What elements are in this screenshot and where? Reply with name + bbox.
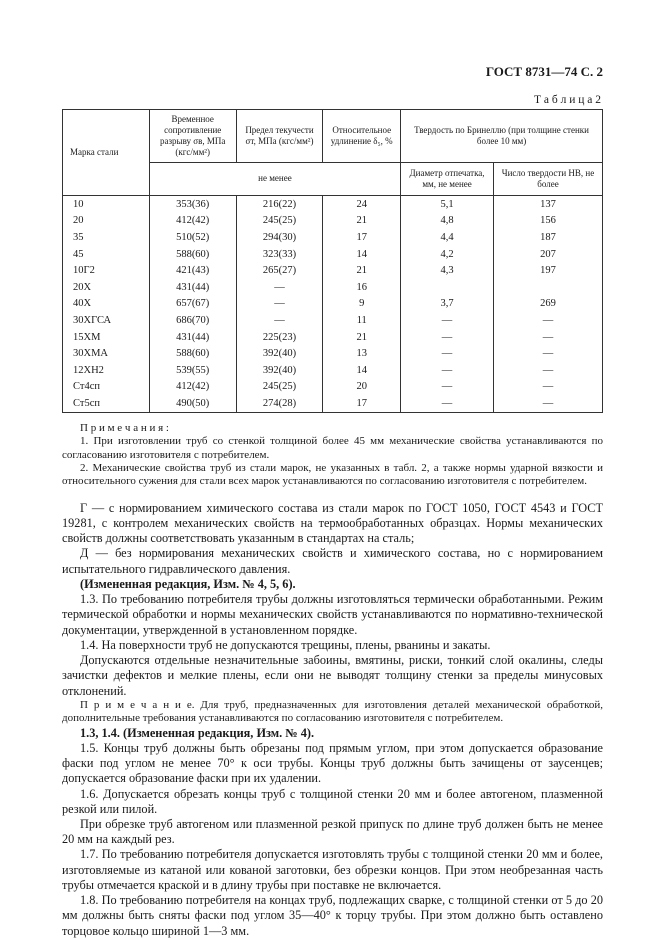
steel-grade-cell: 30ХГСА: [63, 312, 150, 329]
steel-grade-cell: 45: [63, 246, 150, 263]
value-cell: 11: [323, 312, 401, 329]
steel-grade-cell: Ст4сп: [63, 379, 150, 396]
value-cell: [493, 279, 602, 296]
value-cell: —: [493, 379, 602, 396]
value-cell: —: [401, 329, 494, 346]
value-cell: 353(36): [149, 196, 236, 213]
steel-grade-cell: 20: [63, 213, 150, 230]
value-cell: —: [401, 312, 494, 329]
doc-reference: ГОСТ 8731—74 С. 2: [485, 64, 603, 79]
value-cell: 187: [493, 229, 602, 246]
value-cell: 17: [323, 395, 401, 412]
value-cell: —: [401, 379, 494, 396]
steel-grade-cell: 35: [63, 229, 150, 246]
table-row: [63, 196, 603, 213]
subheader-indent-diameter: Диаметр отпечатка, мм, не менее: [401, 163, 494, 196]
paragraph: 1.8. По требованию потребителя на концах труб, подлежащих сварке, с толщиной стенки от 5 до 20 мм должны быть сняты фаски под углом 35—40° к торцу трубы. При этом должно быть оставлено торцовое кольцо шириной 1—3 мм.: [62, 893, 603, 938]
paragraph: (Измененная редакция, Изм. № 4, 5, 6).: [80, 576, 296, 591]
value-cell: —: [401, 345, 494, 362]
steel-grade-cell: 40Х: [63, 296, 150, 313]
table-body: [63, 196, 603, 413]
value-cell: —: [493, 329, 602, 346]
paragraph: 1.3, 1.4. (Измененная редакция, Изм. № 4).: [80, 725, 315, 740]
paragraph: П р и м е ч а н и е. Для труб, предназначенных для изготовления деталей механической обработкой, дополнительные требования устанавливаются по согласованию изготовителя с потребителем.: [62, 698, 603, 725]
value-cell: 17: [323, 229, 401, 246]
steel-grade-cell: 10Г2: [63, 262, 150, 279]
table-caption: Т а б л и ц а 2: [533, 94, 601, 106]
value-cell: 294(30): [236, 229, 323, 246]
value-cell: 421(43): [149, 262, 236, 279]
value-cell: 4,2: [401, 246, 494, 263]
paragraph: Допускаются отдельные незначительные забоины, вмятины, риски, тонкий слой окалины, следы зачистки дефектов и мелкие плены, если они не выводят толщину стенки за пределы минусовых отклонений.: [62, 653, 603, 698]
col-header-tensile: Временное сопротивление разрыву σв, МПа (кгс/мм²): [149, 110, 236, 163]
value-cell: 21: [323, 329, 401, 346]
value-cell: —: [493, 312, 602, 329]
steel-grade-cell: 30ХМА: [63, 345, 150, 362]
steel-grade-cell: 12ХН2: [63, 362, 150, 379]
value-cell: 13: [323, 345, 401, 362]
value-cell: 510(52): [149, 229, 236, 246]
value-cell: 431(44): [149, 279, 236, 296]
table-row: [63, 262, 603, 279]
paragraph: 1.7. По требованию потребителя допускается изготовлять трубы с толщиной стенки 20 мм и более, изготовляемые из катаной или кованой заготовки, без обрезки концов. При этом необрезанная часть трубы отмечается краской и в длину трубы при поставке не включается.: [62, 847, 603, 892]
value-cell: 16: [323, 279, 401, 296]
value-cell: 14: [323, 246, 401, 263]
col-header-grade: Марка стали: [63, 110, 150, 196]
value-cell: —: [401, 362, 494, 379]
steel-grade-cell: 20Х: [63, 279, 150, 296]
value-cell: 14: [323, 362, 401, 379]
value-cell: 490(50): [149, 395, 236, 412]
table-row: [63, 329, 603, 346]
paragraph: Г — с нормированием химического состава из стали марок по ГОСТ 1050, ГОСТ 4543 и ГОСТ 19281, с контролем механических свойств на термообработанных образцах. Нормы механических свойств должны соответствовать указанным в стандартах на сталь;: [62, 500, 603, 546]
paragraph: При обрезке труб автогеном или плазменной резкой припуск по длине труб должен быть не менее 20 мм на каждый рез.: [62, 817, 603, 847]
value-cell: 207: [493, 246, 602, 263]
value-cell: 412(42): [149, 213, 236, 230]
value-cell: 588(60): [149, 345, 236, 362]
value-cell: 4,3: [401, 262, 494, 279]
value-cell: 539(55): [149, 362, 236, 379]
value-cell: 265(27): [236, 262, 323, 279]
value-cell: 137: [493, 196, 602, 213]
table-row: [63, 246, 603, 263]
value-cell: 5,1: [401, 196, 494, 213]
value-cell: 392(40): [236, 362, 323, 379]
paragraph: 1.5. Концы труб должны быть обрезаны под прямым углом, при этом допускается образование фаски под углом не менее 70° к оси трубы. Концы труб должны быть зачищены от заусенцев; допускается образование фаски при их удалении.: [62, 740, 603, 786]
value-cell: 4,8: [401, 213, 494, 230]
col-header-brinell: Твердость по Бринеллю (при толщине стенки более 10 мм): [401, 110, 603, 163]
subheader-hardness-number: Число твердости НВ, не более: [493, 163, 602, 196]
paragraph: 1.6. Допускается обрезать концы труб с толщиной стенки 20 мм и более автогеном, плазменной резкой или пилой.: [62, 786, 603, 816]
value-cell: —: [493, 395, 602, 412]
table-row: [63, 213, 603, 230]
paragraph: П р и м е ч а н и я :: [80, 421, 169, 434]
steel-grade-cell: 15ХМ: [63, 329, 150, 346]
value-cell: 24: [323, 196, 401, 213]
value-cell: 323(33): [236, 246, 323, 263]
value-cell: [401, 279, 494, 296]
value-cell: 412(42): [149, 379, 236, 396]
value-cell: —: [493, 362, 602, 379]
steel-grade-cell: 10: [63, 196, 150, 213]
value-cell: 197: [493, 262, 602, 279]
value-cell: 686(70): [149, 312, 236, 329]
value-cell: 9: [323, 296, 401, 313]
table-row: [63, 345, 603, 362]
value-cell: 245(25): [236, 213, 323, 230]
table-row: [63, 379, 603, 396]
table-header: [63, 110, 603, 196]
paragraph: 1. При изготовлении труб со стенкой толщиной более 45 мм механические свойства устанавливаются по согласованию изготовителя с потребителем.: [62, 435, 603, 461]
value-cell: 225(23): [236, 329, 323, 346]
value-cell: 216(22): [236, 196, 323, 213]
value-cell: 392(40): [236, 345, 323, 362]
table-row: [63, 312, 603, 329]
paragraph: Д — без нормирования механических свойств и химического состава, но с нормированием испытательного гидравлического давления.: [62, 546, 603, 576]
value-cell: 245(25): [236, 379, 323, 396]
subheader-not-less: не менее: [149, 163, 400, 196]
value-cell: 657(67): [149, 296, 236, 313]
table-row: [63, 296, 603, 313]
value-cell: 274(28): [236, 395, 323, 412]
value-cell: 3,7: [401, 296, 494, 313]
value-cell: —: [236, 312, 323, 329]
value-cell: 4,4: [401, 229, 494, 246]
table-row: [63, 362, 603, 379]
value-cell: 20: [323, 379, 401, 396]
col-header-elongation: Относительное удлинение δ₅, %: [323, 110, 401, 163]
mechanical-properties-table: [62, 109, 603, 413]
notes: [62, 422, 603, 939]
steel-grade-cell: Ст5сп: [63, 395, 150, 412]
value-cell: —: [236, 296, 323, 313]
table-row: [63, 279, 603, 296]
value-cell: 156: [493, 213, 602, 230]
paragraph: 2. Механические свойства труб из стали марок, не указанных в табл. 2, а также нормы ударной вязкости и относительного сужения для стали всех марок устанавливаются по согласованию изготовителя с потребителем.: [62, 461, 603, 488]
value-cell: 21: [323, 262, 401, 279]
table-row: [63, 229, 603, 246]
value-cell: 21: [323, 213, 401, 230]
paragraph: 1.4. На поверхности труб не допускаются трещины, плены, рванины и закаты.: [80, 637, 491, 652]
value-cell: 431(44): [149, 329, 236, 346]
col-header-yield: Предел текучести σт, МПа (кгс/мм²): [236, 110, 323, 163]
value-cell: —: [493, 345, 602, 362]
value-cell: —: [401, 395, 494, 412]
value-cell: 588(60): [149, 246, 236, 263]
value-cell: —: [236, 279, 323, 296]
paragraph: 1.3. По требованию потребителя трубы должны изготовляться термически обработанными. Режим термической обработки и нормы механических свойств устанавливаются по нормативно-технической документации, утвержденной в установленном порядке.: [62, 592, 603, 637]
table-row: [63, 395, 603, 412]
value-cell: 269: [493, 296, 602, 313]
